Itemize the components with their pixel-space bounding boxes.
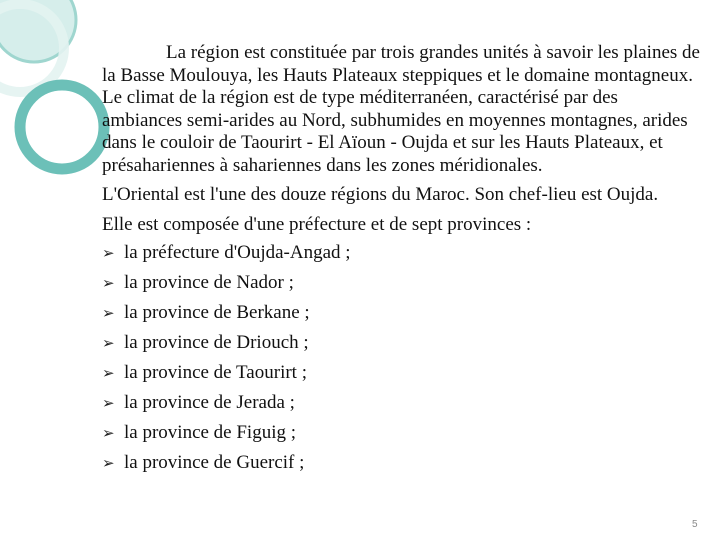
arrow-bullet-icon: ➢ <box>102 396 115 412</box>
page-number: 5 <box>692 519 698 530</box>
arrow-bullet-icon: ➢ <box>102 426 115 442</box>
arrow-bullet-icon: ➢ <box>102 306 115 322</box>
arrow-bullet-icon: ➢ <box>102 366 115 382</box>
list-item <box>102 392 702 422</box>
list-item <box>102 362 702 392</box>
paragraph-region: La région est constituée par trois grandes unités à savoir les plaines de la Basse Moulouya, les Hauts Plateaux steppiques et le domaine montagneux. Le climat de la région est de type méditerranéen, caractérisé par des ambiances semi-arides au Nord, subhumides en moyennes montagnes, arides dans le couloir de Taourirt - El Aïoun - Oujda et sur les Hauts Plateaux, et présahariennes à sahariennes dans les zones méridionales. <box>102 42 700 176</box>
list-item-label: la province de Nador ; <box>124 272 294 293</box>
decor-ring <box>20 85 104 169</box>
list-item-label: la province de Berkane ; <box>124 302 310 323</box>
provinces-list <box>102 242 702 482</box>
list-item <box>102 272 702 302</box>
list-item-label: la province de Taourirt ; <box>124 362 307 383</box>
list-item-label: la province de Jerada ; <box>124 392 295 413</box>
slide-body <box>102 42 702 482</box>
list-item <box>102 242 702 272</box>
list-item-label: la préfecture d'Oujda-Angad ; <box>124 242 351 263</box>
list-item-label: la province de Guercif ; <box>124 452 305 473</box>
arrow-bullet-icon: ➢ <box>102 276 115 292</box>
list-item <box>102 302 702 332</box>
arrow-bullet-icon: ➢ <box>102 456 115 472</box>
list-item-label: la province de Driouch ; <box>124 332 309 353</box>
paragraph-composition: Elle est composée d'une préfecture et de sept provinces : <box>102 213 532 235</box>
arrow-bullet-icon: ➢ <box>102 246 115 262</box>
list-item-label: la province de Figuig ; <box>124 422 297 443</box>
list-item <box>102 332 702 362</box>
decorative-circles <box>0 0 110 200</box>
paragraph-oriental: L'Oriental est l'une des douze régions du Maroc. Son chef-lieu est Oujda. <box>102 184 659 205</box>
arrow-bullet-icon: ➢ <box>102 336 115 352</box>
list-item <box>102 452 702 482</box>
list-item <box>102 422 702 452</box>
